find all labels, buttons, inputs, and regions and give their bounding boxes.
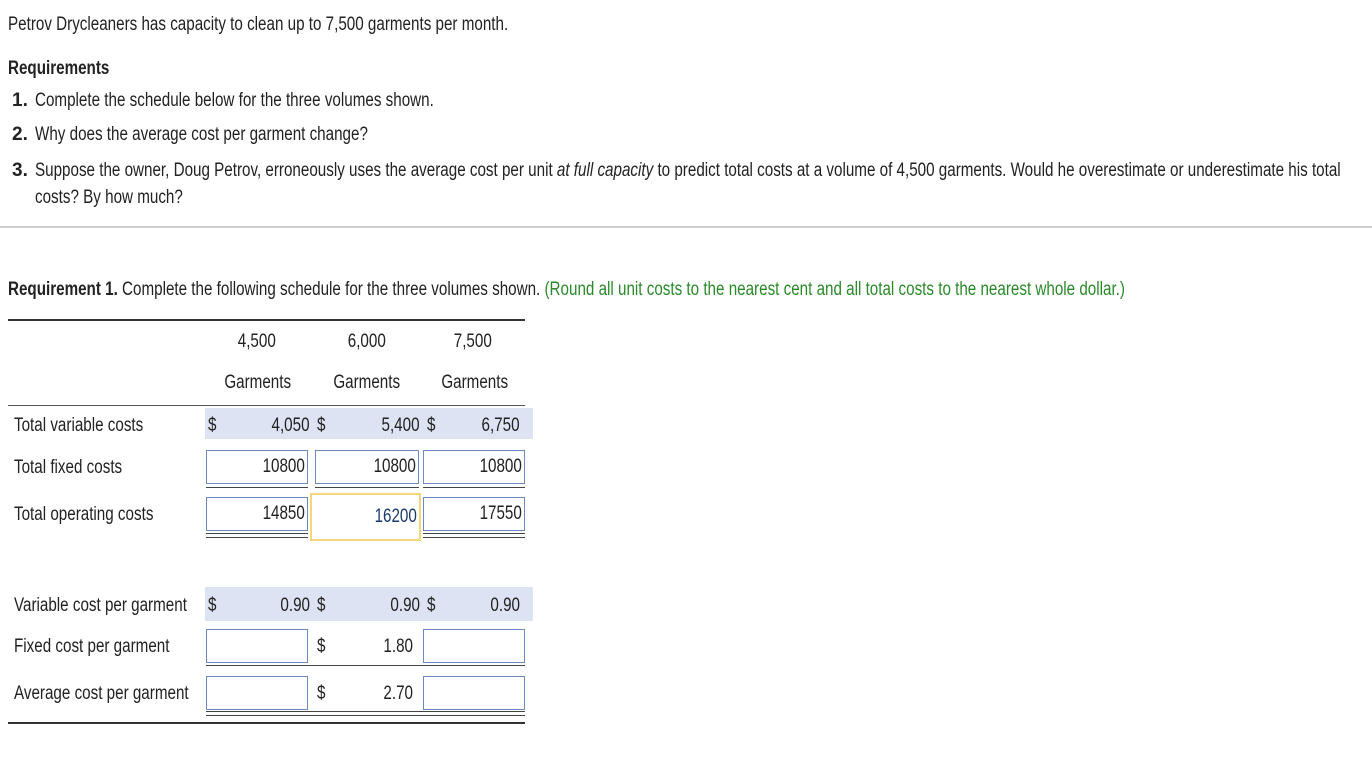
requirement-text: costs? By how much?	[35, 187, 183, 208]
variable-per-6000: 0.90	[390, 595, 420, 616]
requirement-text: Complete the schedule below for the three volumes shown.	[35, 90, 434, 111]
cost-schedule	[8, 319, 525, 724]
currency-symbol: $	[208, 415, 217, 436]
currency-symbol: $	[208, 595, 217, 616]
rounding-note: (Round all unit costs to the nearest cent and all total costs to the nearest whole dollar.)	[544, 279, 1125, 300]
variable-per-7500: 0.90	[490, 595, 520, 616]
total-operating-7500-input[interactable]: 17550	[423, 497, 525, 531]
total-double-rule	[423, 533, 525, 538]
column-header-volume-3: 7,500	[453, 331, 493, 352]
requirements-heading: Requirements	[8, 58, 110, 79]
currency-symbol: $	[317, 595, 326, 616]
requirement-1-text: Complete the following schedule for the three volumes shown.	[117, 279, 545, 300]
schedule-top-rule	[8, 319, 525, 321]
row-label-total-fixed: Total fixed costs	[14, 457, 123, 478]
requirement-number: 3.	[12, 160, 28, 181]
currency-symbol: $	[317, 415, 326, 436]
currency-symbol: $	[427, 415, 436, 436]
subtotal-rule	[423, 487, 525, 488]
fixed-per-6000: 1.80	[383, 636, 413, 657]
average-per-4500-input[interactable]	[206, 676, 308, 710]
subtotal-rule	[206, 665, 525, 666]
total-double-rule	[206, 711, 525, 716]
requirement-number: 1.	[12, 90, 28, 111]
row-label-total-variable: Total variable costs	[14, 415, 144, 436]
requirement-1-label: Requirement 1.	[8, 279, 118, 300]
fixed-per-4500-input[interactable]	[206, 629, 308, 663]
requirement-text: Why does the average cost per garment change?	[35, 124, 368, 145]
total-operating-4500-input[interactable]: 14850	[206, 497, 308, 531]
variable-per-4500: 0.90	[280, 595, 310, 616]
total-variable-4500: 4,050	[271, 415, 310, 436]
fixed-per-7500-input[interactable]	[423, 629, 525, 663]
column-header-unit-3: Garments	[441, 372, 509, 393]
row-label-total-operating: Total operating costs	[14, 504, 154, 525]
total-variable-7500: 6,750	[481, 415, 520, 436]
requirement-1-instruction	[8, 279, 1372, 301]
header-bottom-rule	[8, 405, 525, 406]
total-fixed-6000-input[interactable]: 10800	[315, 450, 419, 484]
total-operating-6000-input[interactable]: 16200	[310, 493, 421, 541]
row-label-average-per-garment: Average cost per garment	[14, 683, 189, 704]
intro-text: Petrov Drycleaners has capacity to clean up to 7,500 garments per month.	[8, 14, 509, 35]
row-label-fixed-per-garment: Fixed cost per garment	[14, 636, 170, 657]
average-per-6000: 2.70	[383, 683, 413, 704]
column-header-unit-2: Garments	[333, 372, 401, 393]
row-label-variable-per-garment: Variable cost per garment	[14, 595, 187, 616]
requirement-number: 2.	[12, 124, 28, 145]
column-header-volume-1: 4,500	[237, 331, 277, 352]
section-divider	[0, 226, 1372, 228]
total-fixed-7500-input[interactable]: 10800	[423, 450, 525, 484]
total-variable-6000: 5,400	[381, 415, 420, 436]
subtotal-rule	[206, 487, 308, 488]
schedule-bottom-rule	[8, 722, 525, 724]
currency-symbol: $	[317, 683, 326, 704]
requirement-text: Suppose the owner, Doug Petrov, erroneously uses the average cost per unit at full capacity to predict total costs at a volume of 4,500 garments. Would he overestimate or underestimate his total	[35, 160, 1341, 181]
currency-symbol: $	[317, 636, 326, 657]
total-double-rule	[206, 533, 308, 538]
total-fixed-4500-input[interactable]: 10800	[206, 450, 308, 484]
average-per-7500-input[interactable]	[423, 676, 525, 710]
column-header-unit-1: Garments	[224, 372, 292, 393]
column-header-volume-2: 6,000	[347, 331, 387, 352]
currency-symbol: $	[427, 595, 436, 616]
subtotal-rule	[315, 487, 419, 488]
